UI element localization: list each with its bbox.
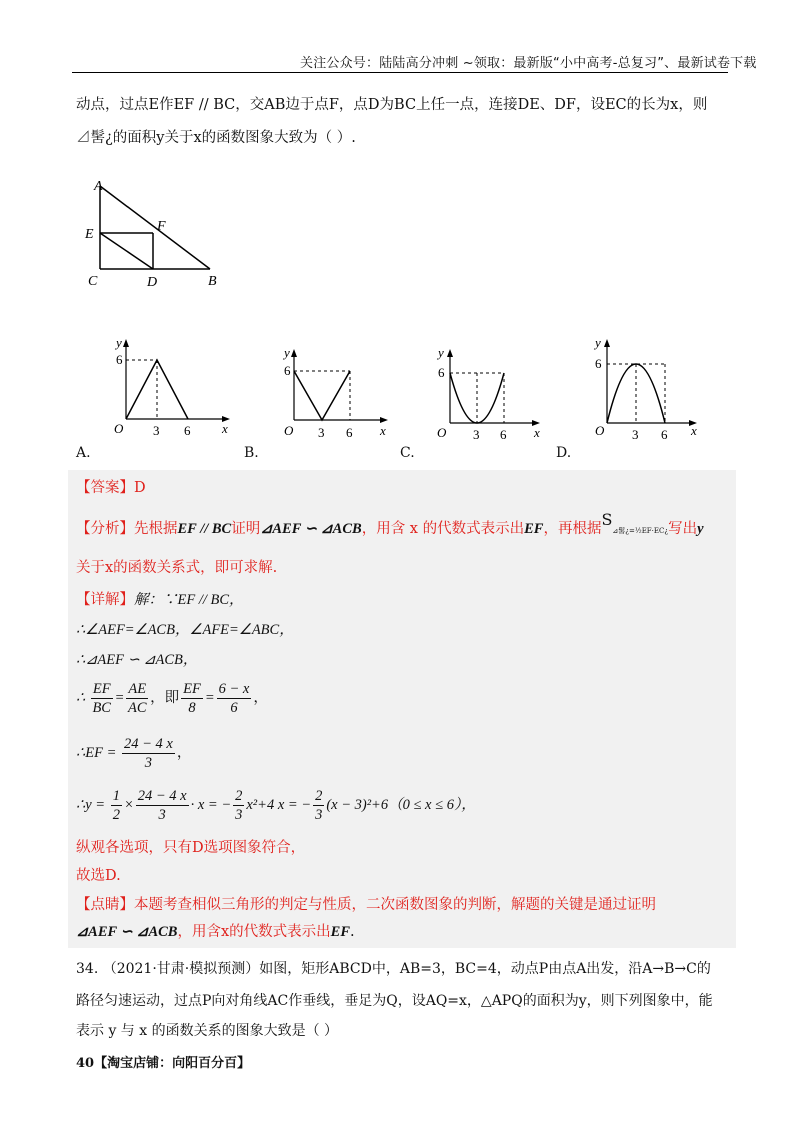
y-label: y	[438, 345, 444, 360]
comment-tag: 【点睛】	[76, 897, 134, 913]
x-label: x	[691, 423, 697, 438]
comment-line-2	[76, 922, 355, 942]
frac-ef-bc: $\frac{EF}{BC}$	[92, 681, 111, 716]
analysis-math-3: EF	[524, 521, 544, 537]
graph-a	[108, 335, 238, 445]
detail-line-4: ∴ $\frac{EF}{BC}$ = $\frac{AE}{AC}$ ，即 $\frac{EF}{8}$ = $\frac{6 - x}{6}$ ，	[76, 681, 268, 716]
header-rule	[72, 72, 728, 73]
label-A: A	[94, 179, 103, 194]
answer-tag: 【答案】	[76, 480, 134, 496]
detail-line-5: ∴EF = $\frac{24 - 4 x}{3}$ ，	[76, 736, 192, 771]
analysis-text-5: 写出	[668, 521, 698, 537]
answer-line	[76, 478, 146, 498]
frac-24-4x-3b: $\frac{24 - 4 x}{3}$	[137, 788, 187, 823]
tick-3: 3	[153, 423, 160, 438]
comment-math-1: ⊿AEF ∽ ⊿ACB	[76, 924, 178, 940]
detail-tag: 【详解】	[76, 592, 134, 608]
footer	[76, 1054, 250, 1074]
tick-6x: 6	[346, 425, 353, 440]
detail-line-6: ∴y = $\frac{1}{2}$ × $\frac{24 - 4 x}{3}$ · x = − $\frac{2}{3}$ x²+4 x = − $\frac{2}{3}$ (x − 3)²+6（0 ≤ x ≤ 6），	[76, 788, 476, 823]
comment-math-2: EF	[330, 924, 350, 940]
tick-3: 3	[632, 427, 639, 442]
frac-1-2: $\frac{1}{2}$	[112, 788, 120, 823]
tick-6x: 6	[661, 427, 668, 442]
choice-c: C.	[400, 445, 415, 461]
analysis-math-2: ⊿AEF ∽ ⊿ACB	[260, 521, 362, 537]
analysis-line-1	[76, 510, 704, 541]
analysis-text-2: 证明	[231, 521, 261, 537]
conclusion-line-1: 纵观各选项，只有D选项图象符合，	[76, 840, 306, 856]
comment-text-2: ，用含x的代数式表示出	[177, 924, 331, 940]
graph-c	[430, 345, 560, 445]
y-label: y	[595, 335, 601, 350]
detail-line-2: ∴∠AEF=∠ACB，∠AFE=∠ABC，	[76, 622, 294, 638]
detail-line-3: ∴⊿AEF ∽ ⊿ACB，	[76, 652, 198, 668]
label-C: C	[88, 274, 98, 289]
answer-value: D	[134, 480, 146, 496]
tick-6: 6	[116, 352, 123, 367]
x-label: x	[534, 425, 540, 440]
frac-6x-6: $\frac{6 - x}{6}$	[218, 681, 250, 716]
comment-line-1	[76, 895, 656, 915]
tick-6x: 6	[500, 427, 507, 442]
x-label: x	[380, 423, 386, 438]
label-E: E	[85, 227, 94, 242]
comment-end: .	[350, 924, 355, 940]
label-D: D	[147, 275, 158, 290]
detail-text-1: 解：∵EF // BC，	[134, 592, 244, 608]
triangle-figure	[80, 172, 240, 297]
tick-3: 3	[473, 427, 480, 442]
frac-ae-ac: $\frac{AE}{AC}$	[127, 681, 147, 716]
analysis-text-4: ，再根据	[543, 521, 602, 537]
next-problem-line-1: 34. （2021·甘肃·模拟预测）如图，矩形ABCD中，AB=3，BC=4，动点P由点A出发，沿A→B→C的	[76, 961, 711, 977]
analysis-subscript: ⊿髺¿=½EF·EC¿	[612, 527, 669, 535]
comment-text-1: 本题考查相似三角形的判定与性质，二次函数图象的判断，解题的关键是通过证明	[134, 897, 656, 913]
choice-b: B.	[244, 445, 259, 461]
problem-line-2: ⊿髺¿的面积y关于x的函数图象大致为（ ）.	[76, 130, 356, 146]
analysis-text-1: 先根据	[134, 521, 178, 537]
origin: O	[437, 425, 447, 440]
analysis-S: S	[601, 510, 613, 529]
tick-3: 3	[318, 425, 325, 440]
label-F: F	[157, 219, 166, 234]
analysis-math-1: EF // BC	[177, 521, 232, 537]
analysis-text-3: ，用含 x 的代数式表示出	[361, 521, 525, 537]
origin: O	[284, 423, 294, 438]
page-number: 40	[76, 1056, 95, 1071]
frac-2-3b: $\frac{2}{3}$	[315, 788, 323, 823]
origin: O	[595, 423, 605, 438]
analysis-math-4: y	[697, 521, 704, 537]
next-problem-line-2: 路径匀速运动，过点P向对角线AC作垂线，垂足为Q，设AQ=x，△APQ的面积为y，则下列图象中，能	[76, 993, 713, 1009]
analysis-line-2: 关于x的函数关系式，即可求解.	[76, 560, 278, 576]
label-B: B	[208, 274, 217, 289]
y-label: y	[284, 345, 290, 360]
problem-line-1: 动点，过点E作EF // BC，交AB边于点F，点D为BC上任一点，连接DE、DF，设EC的长为x，则	[76, 97, 708, 113]
page-header: 关注公众号：陆陆高分冲刺 ~领取：最新版“小中高考-总复习”、最新试卷下载	[300, 56, 757, 71]
conclusion-line-2: 故选D.	[76, 868, 121, 884]
frac-24-4x-3: $\frac{24 - 4 x}{3}$	[123, 736, 173, 771]
footer-text: 【淘宝店铺：向阳百分百】	[94, 1056, 251, 1071]
graph-d	[585, 335, 715, 445]
tick-6: 6	[595, 356, 602, 371]
tick-6: 6	[438, 365, 445, 380]
tick-6: 6	[284, 363, 291, 378]
tick-6x: 6	[184, 423, 191, 438]
y-label: y	[116, 335, 122, 350]
detail-line-1	[76, 590, 244, 610]
next-problem-line-3: 表示 y 与 x 的函数关系的图象大致是（ ）	[76, 1023, 339, 1039]
x-label: x	[222, 421, 228, 436]
analysis-tag: 【分析】	[76, 521, 134, 537]
graph-b	[280, 345, 410, 445]
frac-ef-8: $\frac{EF}{8}$	[183, 681, 201, 716]
choice-a: A.	[76, 445, 91, 461]
choice-d: D.	[556, 445, 572, 461]
frac-2-3a: $\frac{2}{3}$	[235, 788, 243, 823]
origin: O	[114, 421, 124, 436]
